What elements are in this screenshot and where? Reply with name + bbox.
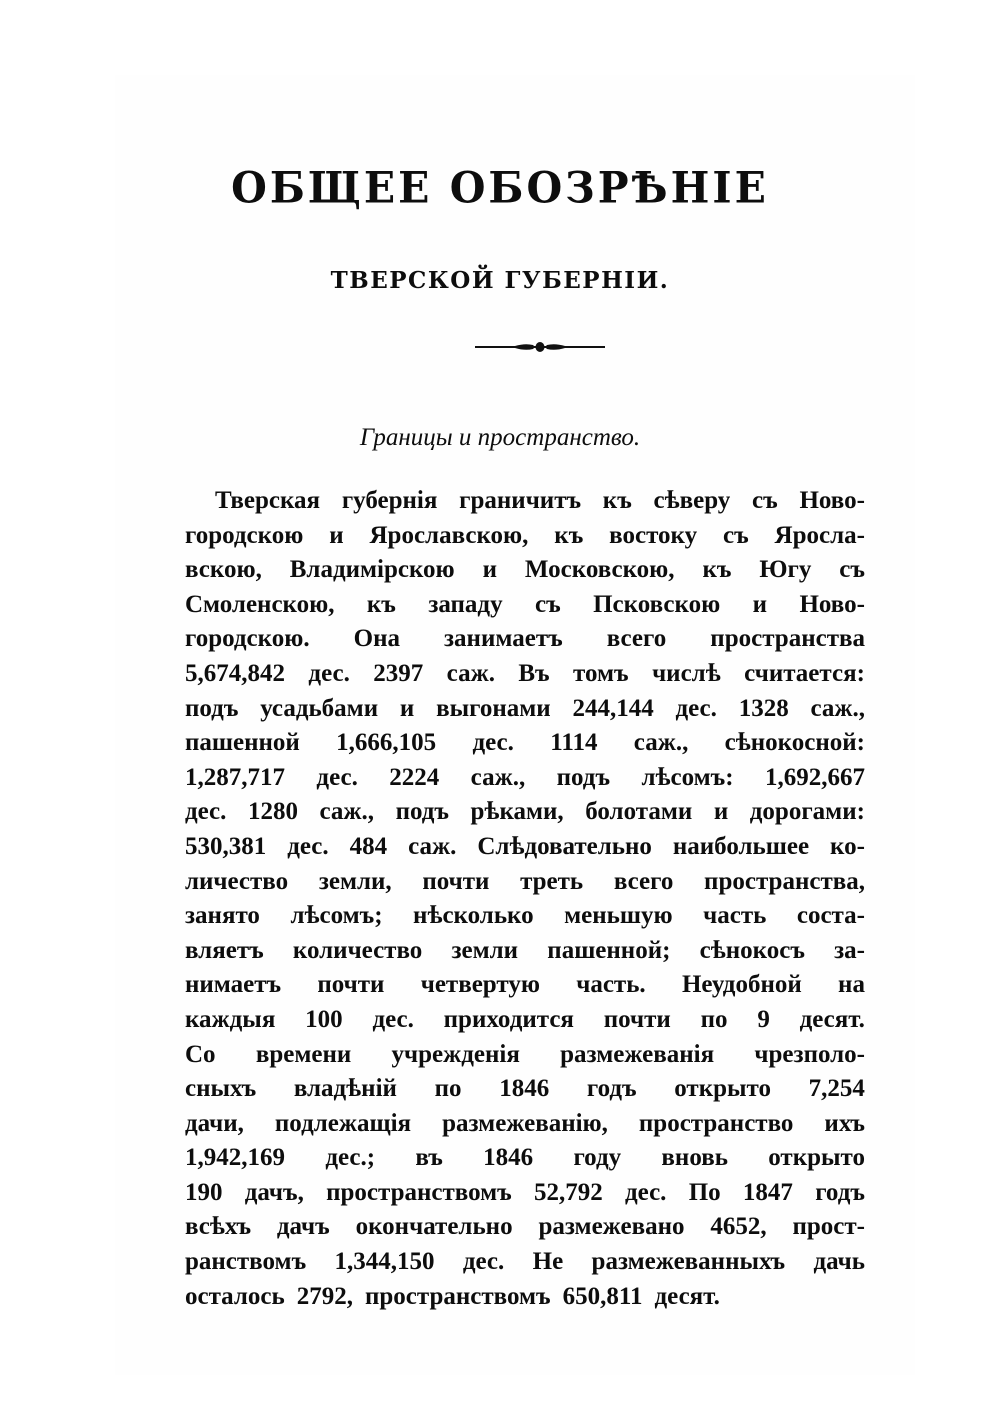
word: граничитъ [459, 487, 582, 514]
word: времени [255, 1040, 352, 1068]
paragraph-line [185, 1072, 865, 1107]
paragraph-line [185, 1176, 865, 1211]
word: къ [602, 487, 632, 514]
word: Она [353, 625, 400, 653]
word: считается: [744, 659, 865, 687]
paragraph-line [185, 1003, 865, 1038]
word: По [688, 1178, 721, 1206]
word: вляетъ [185, 936, 264, 964]
word: владѣній [293, 1075, 397, 1103]
word: 530,381 [185, 832, 267, 860]
word: дачи, [185, 1109, 244, 1137]
word: Ново- [799, 487, 865, 514]
word: болотами [585, 798, 693, 826]
word: прост- [792, 1213, 865, 1241]
word: дес. [675, 694, 717, 722]
word: Въ [518, 659, 550, 687]
word: 1,692,667 [764, 763, 865, 791]
word: дес. [316, 763, 358, 791]
word: къ [366, 590, 396, 618]
word: пашенной [185, 729, 300, 757]
word: саж., [810, 694, 865, 722]
paragraph-line [185, 519, 865, 554]
word: Псковскою [593, 590, 721, 618]
word: 1847 [742, 1178, 793, 1206]
word: лѣсомъ: [641, 763, 734, 791]
word: и [329, 521, 344, 549]
word: дес. [625, 1178, 667, 1206]
word: часть. [576, 971, 646, 999]
word: и [713, 798, 729, 826]
word: всего [613, 867, 674, 895]
word: 4652, [710, 1213, 767, 1241]
word: и [399, 694, 415, 722]
word: дес. [308, 659, 350, 687]
word: пространство [638, 1109, 794, 1137]
word: 1,287,717 [185, 763, 285, 791]
word: 1280 [247, 798, 298, 826]
word: количество [292, 936, 423, 964]
word: 484 [349, 832, 388, 860]
word: и [752, 590, 768, 618]
word: Смоленскою, [185, 590, 335, 618]
word: съ [535, 590, 561, 618]
word: 190 [185, 1178, 223, 1206]
word: ко- [830, 832, 865, 860]
paragraph-line [185, 622, 865, 657]
word: 1846 [483, 1144, 534, 1172]
word: выгонами [436, 694, 551, 722]
word: осталось [185, 1282, 285, 1310]
word: Со [185, 1040, 216, 1068]
word: годъ [586, 1075, 637, 1103]
paragraph-line [185, 726, 865, 761]
word: году [573, 1144, 622, 1172]
paragraph-line [185, 830, 865, 865]
word: пространствомъ [365, 1282, 551, 1310]
paragraph-line [185, 553, 865, 588]
word: западу [428, 590, 503, 618]
word: 9 [757, 1005, 770, 1033]
word: 1,942,169 [185, 1144, 285, 1172]
word: саж., [633, 729, 689, 757]
word: 52,792 [534, 1178, 603, 1206]
word: земли, [318, 867, 392, 895]
word: саж. [408, 832, 457, 860]
word: къ [554, 521, 584, 549]
word: подъ [185, 694, 239, 722]
word: съ [722, 521, 749, 549]
word: чрезполо- [754, 1040, 865, 1068]
word: размежеванія [560, 1040, 715, 1068]
word: соста- [796, 902, 865, 930]
word: пространства, [704, 867, 865, 895]
word: 1328 [738, 694, 789, 722]
word: на [838, 971, 865, 999]
word: сѣнокосной: [724, 729, 865, 757]
word: за- [834, 936, 865, 964]
word: пространства [710, 625, 865, 653]
word: съ [752, 487, 778, 514]
word: дачъ [276, 1213, 330, 1241]
word: Тверская [215, 487, 321, 514]
word: дес.; [325, 1144, 376, 1172]
word: земли [451, 936, 519, 964]
word: приходится [443, 1005, 574, 1033]
word: Ярославскою, [369, 521, 529, 549]
word: дес. [372, 1005, 414, 1033]
word: лѣсомъ; [290, 902, 383, 930]
word: личество [185, 867, 289, 895]
word: губернія [341, 487, 438, 514]
paragraph-line [185, 1280, 865, 1315]
word: усадьбами [260, 694, 379, 722]
word: дес. [287, 832, 329, 860]
paragraph-line [185, 899, 865, 934]
word: открыто [768, 1144, 865, 1172]
word: 1846 [499, 1075, 550, 1103]
paragraph-line [185, 588, 865, 623]
word: ихъ [824, 1109, 865, 1137]
word: дачь [813, 1248, 865, 1276]
word: почти [603, 1005, 671, 1033]
word: ранствомъ [185, 1248, 307, 1276]
paragraph-line [185, 761, 865, 796]
word: 1114 [550, 729, 598, 757]
word: окончательно [355, 1213, 513, 1241]
word: вновь [661, 1144, 728, 1172]
word: меньшую [564, 902, 673, 930]
word: 2224 [389, 763, 440, 791]
word: дес. [472, 729, 514, 757]
word: и [482, 556, 497, 584]
word: нимаетъ [185, 971, 282, 999]
word: четвертую [420, 971, 540, 999]
word: размежевано [538, 1213, 685, 1241]
word: подъ [556, 763, 611, 791]
word: сѣнокосъ [699, 936, 805, 964]
paragraph-line [185, 1141, 865, 1176]
paragraph-line [185, 865, 865, 900]
word: Московскою, [524, 556, 675, 584]
word: 100 [305, 1005, 343, 1033]
word: размежеванію, [442, 1109, 608, 1137]
word: размежеванныхъ [591, 1248, 786, 1276]
page-subtitle: ТВЕРСКОЙ ГУБЕРНІИ. [330, 267, 670, 295]
word: въ [415, 1144, 443, 1172]
paragraph-line [185, 968, 865, 1003]
word: по [700, 1005, 728, 1033]
body-paragraph [185, 484, 865, 1314]
section-heading: Границы и пространство. [359, 424, 641, 451]
word: дорогами: [749, 798, 865, 826]
word: городскою [185, 521, 304, 549]
word: сѣверу [653, 487, 731, 514]
word: подъ [395, 798, 449, 826]
word: числѣ [652, 659, 721, 687]
word: Слѣдовательно [477, 832, 652, 860]
word: дес. [185, 798, 227, 826]
word: пространствомъ [326, 1178, 512, 1206]
word: треть [520, 867, 584, 895]
paragraph-line [185, 1210, 865, 1245]
word: 650,811 [562, 1282, 643, 1310]
word: занято [185, 902, 260, 930]
word: городскою. [185, 625, 310, 653]
word: десят. [654, 1282, 720, 1310]
paragraph-line [185, 1038, 865, 1073]
word: Югу [759, 556, 812, 584]
word: по [434, 1075, 462, 1103]
word: почти [422, 867, 490, 895]
word: годъ [815, 1178, 865, 1206]
word: Неудобной [681, 971, 802, 999]
word: вскою, [185, 556, 262, 584]
word: каждыя [185, 1005, 276, 1033]
word: къ [702, 556, 732, 584]
word: 7,254 [808, 1075, 865, 1103]
paragraph-line [185, 484, 865, 519]
word: съ [839, 556, 865, 584]
word: сныхъ [185, 1075, 257, 1103]
paragraph-line [185, 795, 865, 830]
word: 2792, [296, 1282, 353, 1310]
word: почти [317, 971, 385, 999]
word: учрежденія [391, 1040, 520, 1068]
word: подлежащія [274, 1109, 412, 1137]
paragraph-line [185, 934, 865, 969]
word: рѣками, [470, 798, 564, 826]
word: наибольшее [672, 832, 810, 860]
word: Яросла- [774, 521, 865, 549]
word: часть [703, 902, 767, 930]
word: Владимірскою [289, 556, 455, 584]
word: Не [532, 1248, 564, 1276]
word: востоку [609, 521, 698, 549]
page-title: ОБЩЕЕ ОБОЗРѢНІЕ [231, 163, 769, 214]
paragraph-line [185, 692, 865, 727]
decorative-rule-icon [475, 340, 605, 354]
word: 244,144 [572, 694, 654, 722]
word: нѣсколько [413, 902, 534, 930]
word: открыто [674, 1075, 771, 1103]
paragraph-line [185, 1107, 865, 1142]
word: саж., [319, 798, 375, 826]
paragraph-line [185, 657, 865, 692]
word: 1,666,105 [336, 729, 437, 757]
word: пашенной; [547, 936, 671, 964]
word: томъ [573, 659, 629, 687]
word: всего [606, 625, 667, 653]
word: саж., [470, 763, 526, 791]
word: 1,344,150 [334, 1248, 435, 1276]
word: десят. [799, 1005, 865, 1033]
word: дес. [462, 1248, 505, 1276]
word: всѣхъ [185, 1213, 252, 1241]
paragraph-line [185, 1245, 865, 1280]
word: саж. [446, 659, 495, 687]
word: 2397 [373, 659, 424, 687]
word: 5,674,842 [185, 659, 285, 687]
word: Ново- [799, 590, 865, 618]
word: занимаетъ [444, 625, 563, 653]
word: дачъ, [244, 1178, 304, 1206]
